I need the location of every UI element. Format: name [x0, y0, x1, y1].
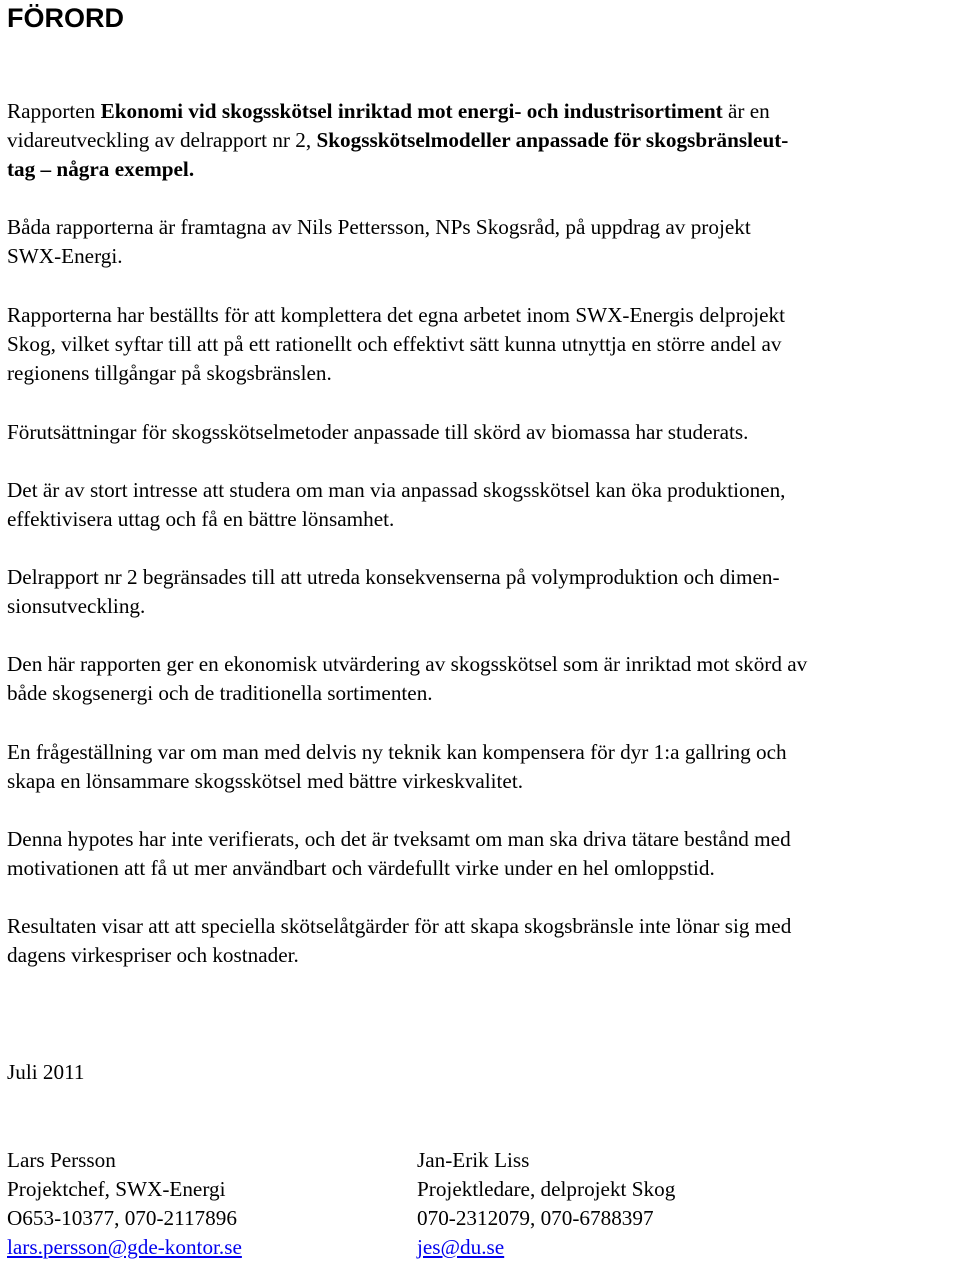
paragraph-prerequisites — [7, 418, 960, 447]
paragraph-line: regionens tillgångar på skogsbränslen. — [7, 361, 332, 385]
paragraph-line: Denna hypotes har inte verifierats, och det är tveksamt om man ska driva tätare bestånd med — [7, 827, 791, 851]
paragraph-question — [7, 738, 960, 796]
previous-report-title: Skogsskötselmodeller anpassade för skogsbränsleut- — [316, 128, 789, 152]
paragraph-line: Den här rapporten ger en ekonomisk utvärdering av skogsskötsel som är inriktad mot skörd av — [7, 652, 808, 676]
paragraph-line: Rapporterna har beställts för att komplettera det egna arbetet inom SWX-Energis delprojekt — [7, 303, 785, 327]
paragraph-line: både skogsenergi och de traditionella sortimenten. — [7, 681, 433, 705]
paragraph-line: Resultaten visar att att speciella skötselåtgärder för att skapa skogsbränsle inte lönar sig med — [7, 914, 792, 938]
paragraph-purpose — [7, 301, 960, 388]
signatory-name: Jan-Erik Liss — [417, 1148, 530, 1172]
paragraph-line: Delrapport nr 2 begränsades till att utreda konsekvenserna på volymproduktion och dimen- — [7, 565, 780, 589]
signature-block-left — [7, 1146, 242, 1262]
signatory-email-link[interactable]: lars.persson@gde-kontor.se — [7, 1235, 242, 1259]
report-title: Ekonomi vid skogsskötsel inriktad mot energi- och industrisortiment — [100, 99, 723, 123]
document-date: Juli 2011 — [7, 1060, 85, 1084]
paragraph-line: effektivisera uttag och få en bättre lönsamhet. — [7, 507, 395, 531]
paragraph-line: Förutsättningar för skogsskötselmetoder anpassade till skörd av biomassa har studerats. — [7, 420, 749, 444]
signatory-name: Lars Persson — [7, 1148, 116, 1172]
paragraph-line: motivationen att få ut mer användbart och värdefullt virke under en hel omloppstid. — [7, 856, 715, 880]
paragraph-line: skapa en lönsammare skogsskötsel med bättre virkeskvalitet. — [7, 769, 524, 793]
intro-text: är en — [722, 99, 770, 123]
paragraph-line: Skog, vilket syftar till att på ett rationellt och effektivt sätt kunna utnyttja en större andel av — [7, 332, 782, 356]
paragraph-line: sionsutveckling. — [7, 594, 146, 618]
signatory-email-link[interactable]: jes@du.se — [417, 1235, 505, 1259]
signatory-phone: 070-2312079, 070-6788397 — [417, 1206, 654, 1230]
intro-paragraph — [7, 97, 960, 184]
paragraph-line: dagens virkespriser och kostnader. — [7, 943, 299, 967]
previous-report-title: tag – några exempel. — [7, 157, 195, 181]
paragraph-interest — [7, 476, 960, 534]
signatory-title: Projektchef, SWX-Energi — [7, 1177, 226, 1201]
paragraph-line: Det är av stort intresse att studera om man via anpassad skogsskötsel kan öka produktionen, — [7, 478, 786, 502]
paragraph-evaluation — [7, 650, 960, 708]
paragraph-line: En frågeställning var om man med delvis ny teknik kan kompensera för dyr 1:a gallring och — [7, 740, 787, 764]
paragraph-hypothesis — [7, 825, 960, 883]
paragraph-line: Båda rapporterna är framtagna av Nils Pettersson, NPs Skogsråd, på uppdrag av projekt — [7, 215, 751, 239]
intro-text: Rapporten — [7, 99, 101, 123]
signatory-phone: O653-10377, 070-2117896 — [7, 1206, 237, 1230]
paragraph-authors — [7, 213, 960, 271]
paragraph-line: SWX-Energi. — [7, 244, 123, 268]
intro-text: vidareutveckling av delrapport nr 2, — [7, 128, 317, 152]
signature-block-right — [417, 1146, 675, 1262]
signatory-title: Projektledare, delprojekt Skog — [417, 1177, 676, 1201]
page-heading: FÖRORD — [7, 3, 124, 33]
paragraph-report-2 — [7, 563, 960, 621]
paragraph-results — [7, 912, 960, 970]
